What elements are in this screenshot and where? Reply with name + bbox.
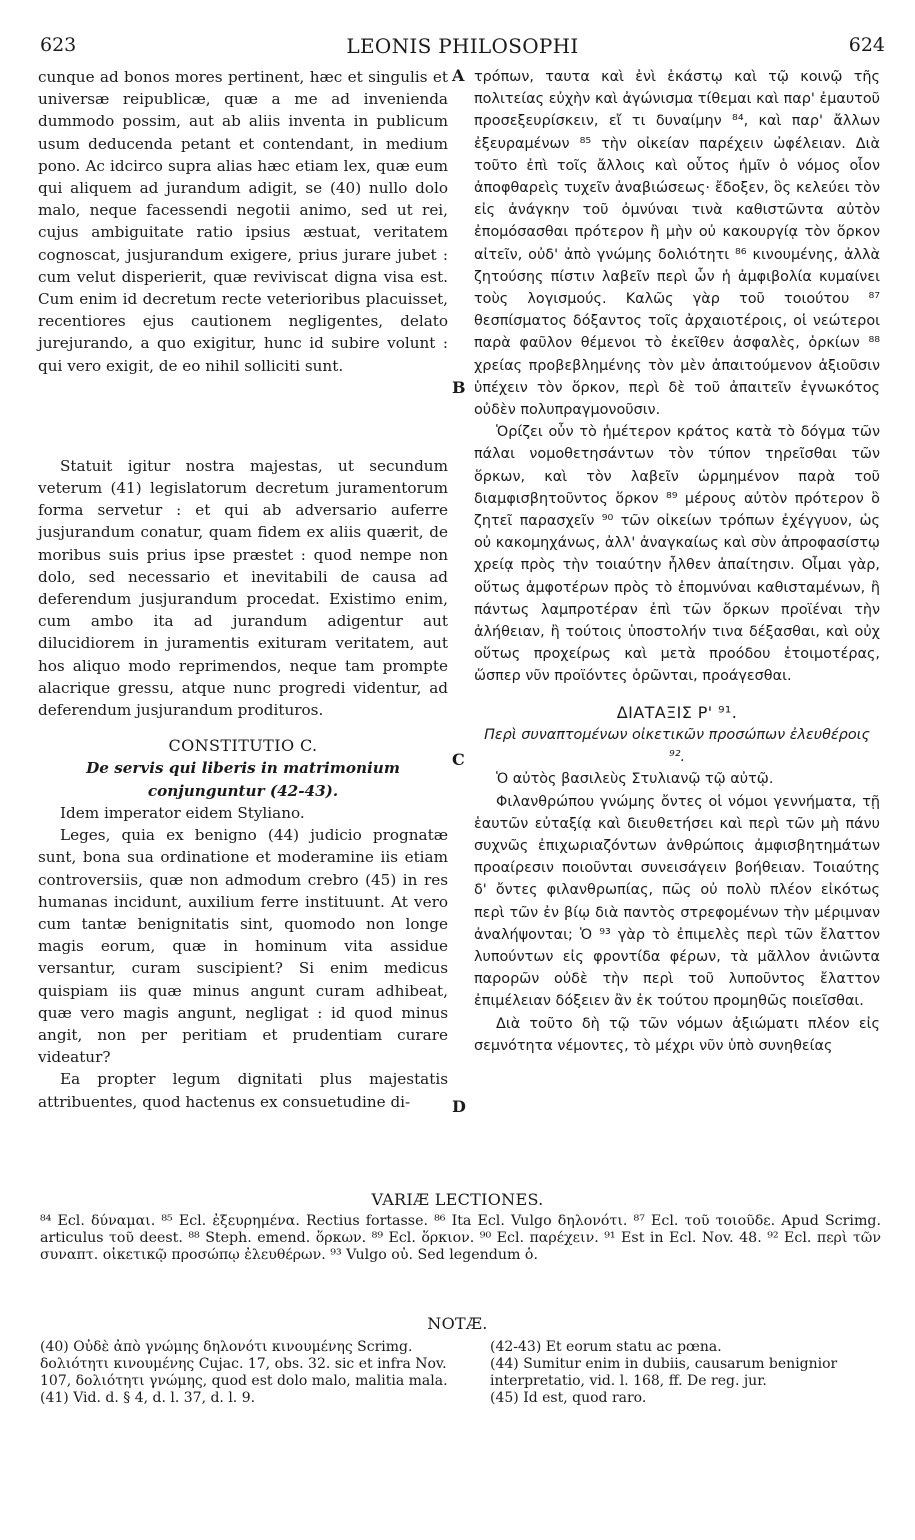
latin-constitution-subtitle: De servis qui liberis in matrimonium conjunguntur (42-43). [86, 759, 400, 800]
greek-paragraph-2: Ὁρίζει οὖν τὸ ἡμέτερον κράτος κατὰ τὸ δόγμα τῶν πάλαι νομοθετησάντων τὸν τύπον τηρεῖσθαι τῶν ὅρκων, καὶ τὸν λαβεῖν ὡρμημένον παρὰ τοῦ διαμφισβητοῦντος ὅρκον ⁸⁹ μέρους αὐτὸν πρότερον ὃ ζητεῖ παρασχεῖν ⁹⁰ τῶν οἰκείων τρόπων ἐχέγγυον, ὡς οὐ κακομηχάνως, ἀλλ' ἀναγκαίως καὶ σὺν ἀπροφασίστῳ χρείᾳ πρὸς τὴν τοιαύτην ἦλθεν ἀπαίτησιν. Οἶμαι γὰρ, οὕτως ἀμφοτέρων πρὸς τὸ ἐπομνύναι καθισταμένων, ἢ πάντως λαμπροτέραν ἐπὶ τῶν ὅρκων προϊέναι τὴν ἀλήθειαν, ἢ τούτοις ὑποστολήν τινα δέξασθαι, καὶ οὐχ οὕτως προχείρως καὶ μετὰ προόδου ἑτοιμοτέρας, ὥσπερ νῦν προϊόντες ὁρῶνται, προάγεσθαι. [474, 424, 880, 685]
section-marker-c: C [452, 750, 465, 769]
greek-address: Ὁ αὐτὸς βασιλεὺς Στυλιανῷ τῷ αὐτῷ. [496, 771, 774, 788]
greek-constitution-subtitle: Περὶ συναπτομένων οἰκετικῶν προσώπων ἐλευθέροις ⁹². [484, 726, 870, 766]
note-45: (45) Id est, quod raro. [490, 1390, 647, 1406]
note-41: (41) Vid. d. § 4, d. l. 37, d. l. 9. [40, 1390, 256, 1406]
latin-address: Idem imperator eidem Styliano. [60, 803, 305, 822]
page-number-right: 624 [848, 34, 885, 56]
notae-title: NOTÆ. [427, 1314, 488, 1333]
latin-paragraph-3: Leges, quia ex benigno (44) judicio prognatæ sunt, bona sua ordinatione et moderamine iis etiam controversiis, quæ non admodum crebro (45) in res humanas incidunt, auxilium ferre instituunt. At vero cum tantæ benignitatis sint, quomodo non longe magis eorum, quæ in hominum vita assidue versantur, curam suscipient? Si enim medicus quispiam iis quæ minus angunt curam adhibeat, quæ vero magis angunt, negligat : id quod minus angit, non per peritiam et prudentiam curare videatur? [38, 826, 448, 1067]
section-marker-a: A [452, 66, 465, 85]
page-header [40, 34, 885, 60]
note-40: (40) Οὐδὲ ἀπὸ γνώμης δηλονότι κινουμένης Scrimg. δολιότητι κινουμένης Cujac. 17, obs. 32. sic et infra Nov. 107, δολιότητι γνώμης, quod est dolo malo, malitia mala. [40, 1339, 448, 1389]
note-42-43: (42-43) Et eorum statu ac pœna. [490, 1339, 722, 1355]
greek-constitution-heading: ΔΙΑΤΑΞΙΣ Ρ' ⁹¹. [616, 702, 738, 722]
running-title: LEONIS PHILOSOPHI [346, 34, 579, 58]
page-number-left: 623 [40, 34, 77, 56]
notae-left-column [40, 1339, 455, 1407]
latin-paragraph-4: Ea propter legum dignitati plus majestatis attribuentes, quod hactenus ex consuetudine di- [38, 1070, 448, 1111]
section-marker-d: D [452, 1097, 466, 1116]
greek-paragraph-3: Φιλανθρώπου γνώμης ὄντες οἱ νόμοι γεννήματα, τῇ ἑαυτῶν εὐταξίᾳ καὶ διευθετήσει καὶ περὶ τῶν μὴ πάνυ συχνῶς ἐπιχωριαζόντων ἀνθρώποις ἀμφισβητημάτων προαίρεσιν ποιοῦνται συνεισάγειν βοήθειαν. Τοιαύτης δ' ὄντες φιλανθρωπίας, πῶς οὐ πολὺ πλέον εἰκότως περὶ τῶν ἐν βίῳ διὰ παντὸς στρεφομένων τὴν μέριμναν ἀναλήψονται; Ὁ ⁹³ γὰρ τὸ ἐπιμελὲς περὶ τῶν ἔλαττον λυπούντων εἰς φροντίδα φέρων, τὰ μᾶλλον ἀνιῶντα παρορῶν οὐδὲ τὴν περὶ τοῦ λυποῦντος ἔλαττον ἐπιμέλειαν δόξειεν ἂν ἐκ τούτου προμηθῶς ποιεῖσθαι. [474, 793, 880, 1010]
greek-column [474, 66, 880, 1057]
latin-constitution-heading: CONSTITUTIO C. [168, 736, 318, 756]
variae-lectiones-title: VARIÆ LECTIONES. [371, 1190, 544, 1209]
notae-right-column [490, 1339, 890, 1407]
latin-paragraph-2: Statuit igitur nostra majestas, ut secundum veterum (41) legislatorum decretum juramentorum forma servetur : et qui ab adversario auferre jusjurandum conatur, quam fidem ex aliis quærit, de moribus suis prius ipse præstet : quod nempe non dolo, sed necessario et inevitabili de causa ad deferendum jusjurandum procedat. Existimo enim, cum ambo ita ad jurandum adigentur aut dilucidiorem in juramentis exituram veritatem, aut hos aliquo modo reprimendos, neque tam prompte alacrique gressu, atque nunc progredi videntur, ad deferendum jusjurandum prodituros. [38, 456, 448, 720]
latin-column [38, 66, 448, 1113]
section-marker-b: B [452, 378, 466, 397]
latin-paragraph-1: cunque ad bonos mores pertinent, hæc et singulis et universæ reipublicæ, quæ a me ad invenienda dummodo possim, aut ab aliis inventa in publicum usum deducenda petant et contendant, in medium pono. Ac idcirco supra alias hæc etiam lex, quæ eum qui aliquem ad jurandum adigit, se (40) nullo dolo malo, neque facessendi negotii animo, sed ut rei, cujus ambiguitate ratio ipsius æstuat, veritatem cognoscat, jusjurandum exigere, prius jurare jubet : cum velut disperierit, quæ reviviscat digna visa est. Cum enim id decretum recte veterioribus placuisset, recentiores ejus cautionem negligentes, delato jurejurando, a quo exigitur, hunc id subire volunt : qui vero exigit, de eo nihil solliciti sunt. [38, 68, 448, 375]
variae-lectiones-text: ⁸⁴ Ecl. δύναμαι. ⁸⁵ Ecl. ἐξευρημένα. Rectius fortasse. ⁸⁶ Ita Ecl. Vulgo δηλονότι. ⁸⁷ Ecl. τοῦ τοιοῦδε. Apud Scrimg. articulus τοῦ deest. ⁸⁸ Steph. emend. ὅρκων. ⁸⁹ Ecl. ὅρκιον. ⁹⁰ Ecl. παρέχειν. ⁹¹ Est in Ecl. Nov. 48. ⁹² Ecl. περὶ τῶν συναπτ. οἰκετικῷ προσώπῳ ἐλευθέρων. ⁹³ Vulgo οὐ. Sed legendum ὁ. [40, 1213, 881, 1263]
greek-paragraph-1: τρόπων, ταυτα καὶ ἑνὶ ἑκάστῳ καὶ τῷ κοινῷ τῆς πολιτείας εὐχὴν καὶ ἀγώνισμα τίθεμαι καὶ παρ' ἐμαυτοῦ προσεξευρίσκειν, εἴ τι δυναίμην ⁸⁴, καὶ παρ' ἄλλων ἐξευραμένων ⁸⁵ τὴν οἰκείαν παρέχειν ὠφέλειαν. Διὰ τοῦτο ἐπὶ τοῖς ἄλλοις καὶ οὗτος ἡμῖν ὁ νόμος οἷον ἀποφθαρεὶς τυχεῖν ἀναβιώσεως· ἔδοξεν, ὃς κελεύει τὸν εἰς ἀνάγκην τοῦ ὀμνύναι τινὰ καθιστῶντα αὐτὸν ἐπομόσασθαι πρότερον ἢ μὴν οὐ κακουργίᾳ τὸν ὅρκον αἰτεῖν, οὐδ' ἀπὸ γνώμης δολιότητι ⁸⁶ κινουμένης, ἀλλὰ ζητούσης πίστιν λαβεῖν περὶ ὧν ἡ ἀμφιβολία κυμαίνει τοὺς λογισμούς. Καλῶς γὰρ τοῦ τοιούτου ⁸⁷ θεσπίσματος δόξαντος τοῖς ἀρχαιοτέροις, οἱ νεώτεροι παρὰ φαῦλον θέμενοι τὸ ἐκεῖθεν ἀσφαλὲς, ὁρκίων ⁸⁸ χρείας προβεβλημένης τὸν μὲν ἀπαιτούμενον ἀξιοῦσιν ὑπέχειν τὸν ὅρκον, περὶ δὲ τοῦ ἀπαιτεῖν ἐγνωκότος οὐδὲν πολυπραγμονοῦσιν. [474, 69, 880, 419]
greek-paragraph-4: Διὰ τοῦτο δὴ τῷ τῶν νόμων ἀξιώματι πλέον εἰς σεμνότητα νέμοντες, τὸ μέχρι νῦν ὑπὸ συνηθείας [474, 1015, 880, 1054]
spacer [38, 377, 448, 455]
note-44: (44) Sumitur enim in dubiis, causarum benignior interpretatio, vid. l. 168, ff. De reg. jur. [490, 1356, 838, 1389]
